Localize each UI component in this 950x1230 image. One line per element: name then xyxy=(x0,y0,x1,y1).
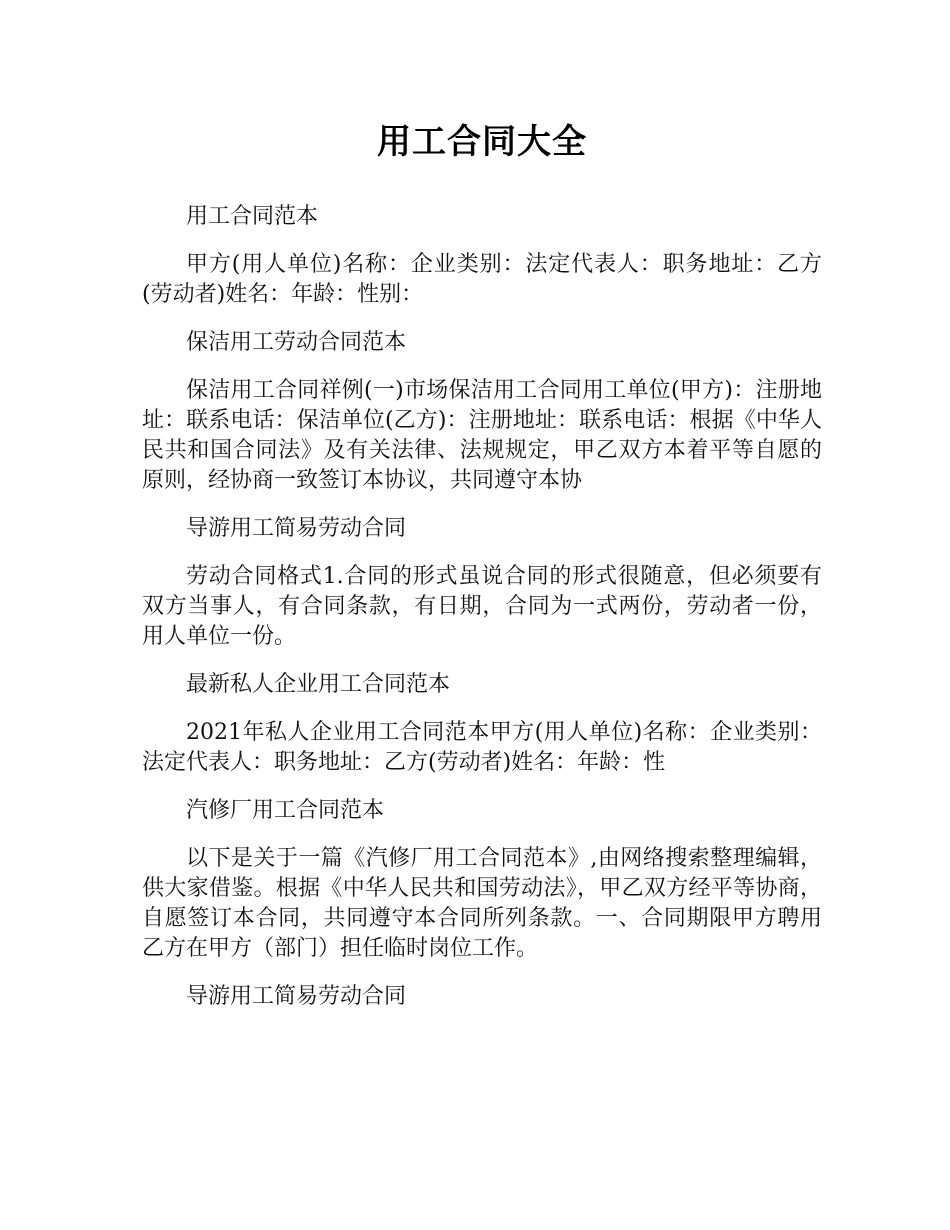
section-heading: 保洁用工劳动合同范本 xyxy=(186,330,407,355)
section-heading: 最新私人企业用工合同范本 xyxy=(186,672,451,697)
section-paragraph: 以下是关于一篇《汽修厂用工合同范本》,由网络搜索整理编辑，供大家借鉴。根据《中华人民共和国劳动法》，甲乙双方经平等协商，自愿签订本合同，共同遵守本合同所列条款。一、合同期限甲方聘用乙方在甲方（部门）担任临时岗位工作。 xyxy=(142,846,822,961)
document-body xyxy=(142,202,822,1012)
section-paragraph: 劳动合同格式1.合同的形式虽说合同的形式很随意，但必须要有双方当事人，有合同条款，有日期，合同为一式两份，劳动者一份，用人单位一份。 xyxy=(142,564,822,649)
section-paragraph: 2021年私人企业用工合同范本甲方(用人单位)名称：企业类别：法定代表人：职务地址：乙方(劳动者)姓名：年龄：性 xyxy=(142,720,822,775)
section-paragraph: 甲方(用人单位)名称：企业类别：法定代表人：职务地址：乙方(劳动者)姓名：年龄：性别： xyxy=(142,252,822,307)
section-heading: 用工合同范本 xyxy=(186,204,319,229)
document-page xyxy=(142,0,822,1030)
section-paragraph: 保洁用工合同祥例(一)市场保洁用工合同用工单位(甲方)：注册地址：联系电话：保洁单位(乙方)：注册地址：联系电话：根据《中华人民共和国合同法》及有关法律、法规规定，甲乙双方本着平等自愿的原则，经协商一致签订本协议，共同遵守本协 xyxy=(142,378,822,493)
section-heading: 汽修厂用工合同范本 xyxy=(186,798,385,823)
section-heading: 导游用工简易劳动合同 xyxy=(186,984,407,1009)
section-heading: 导游用工简易劳动合同 xyxy=(186,516,407,541)
document-title: 用工合同大全 xyxy=(377,122,587,162)
